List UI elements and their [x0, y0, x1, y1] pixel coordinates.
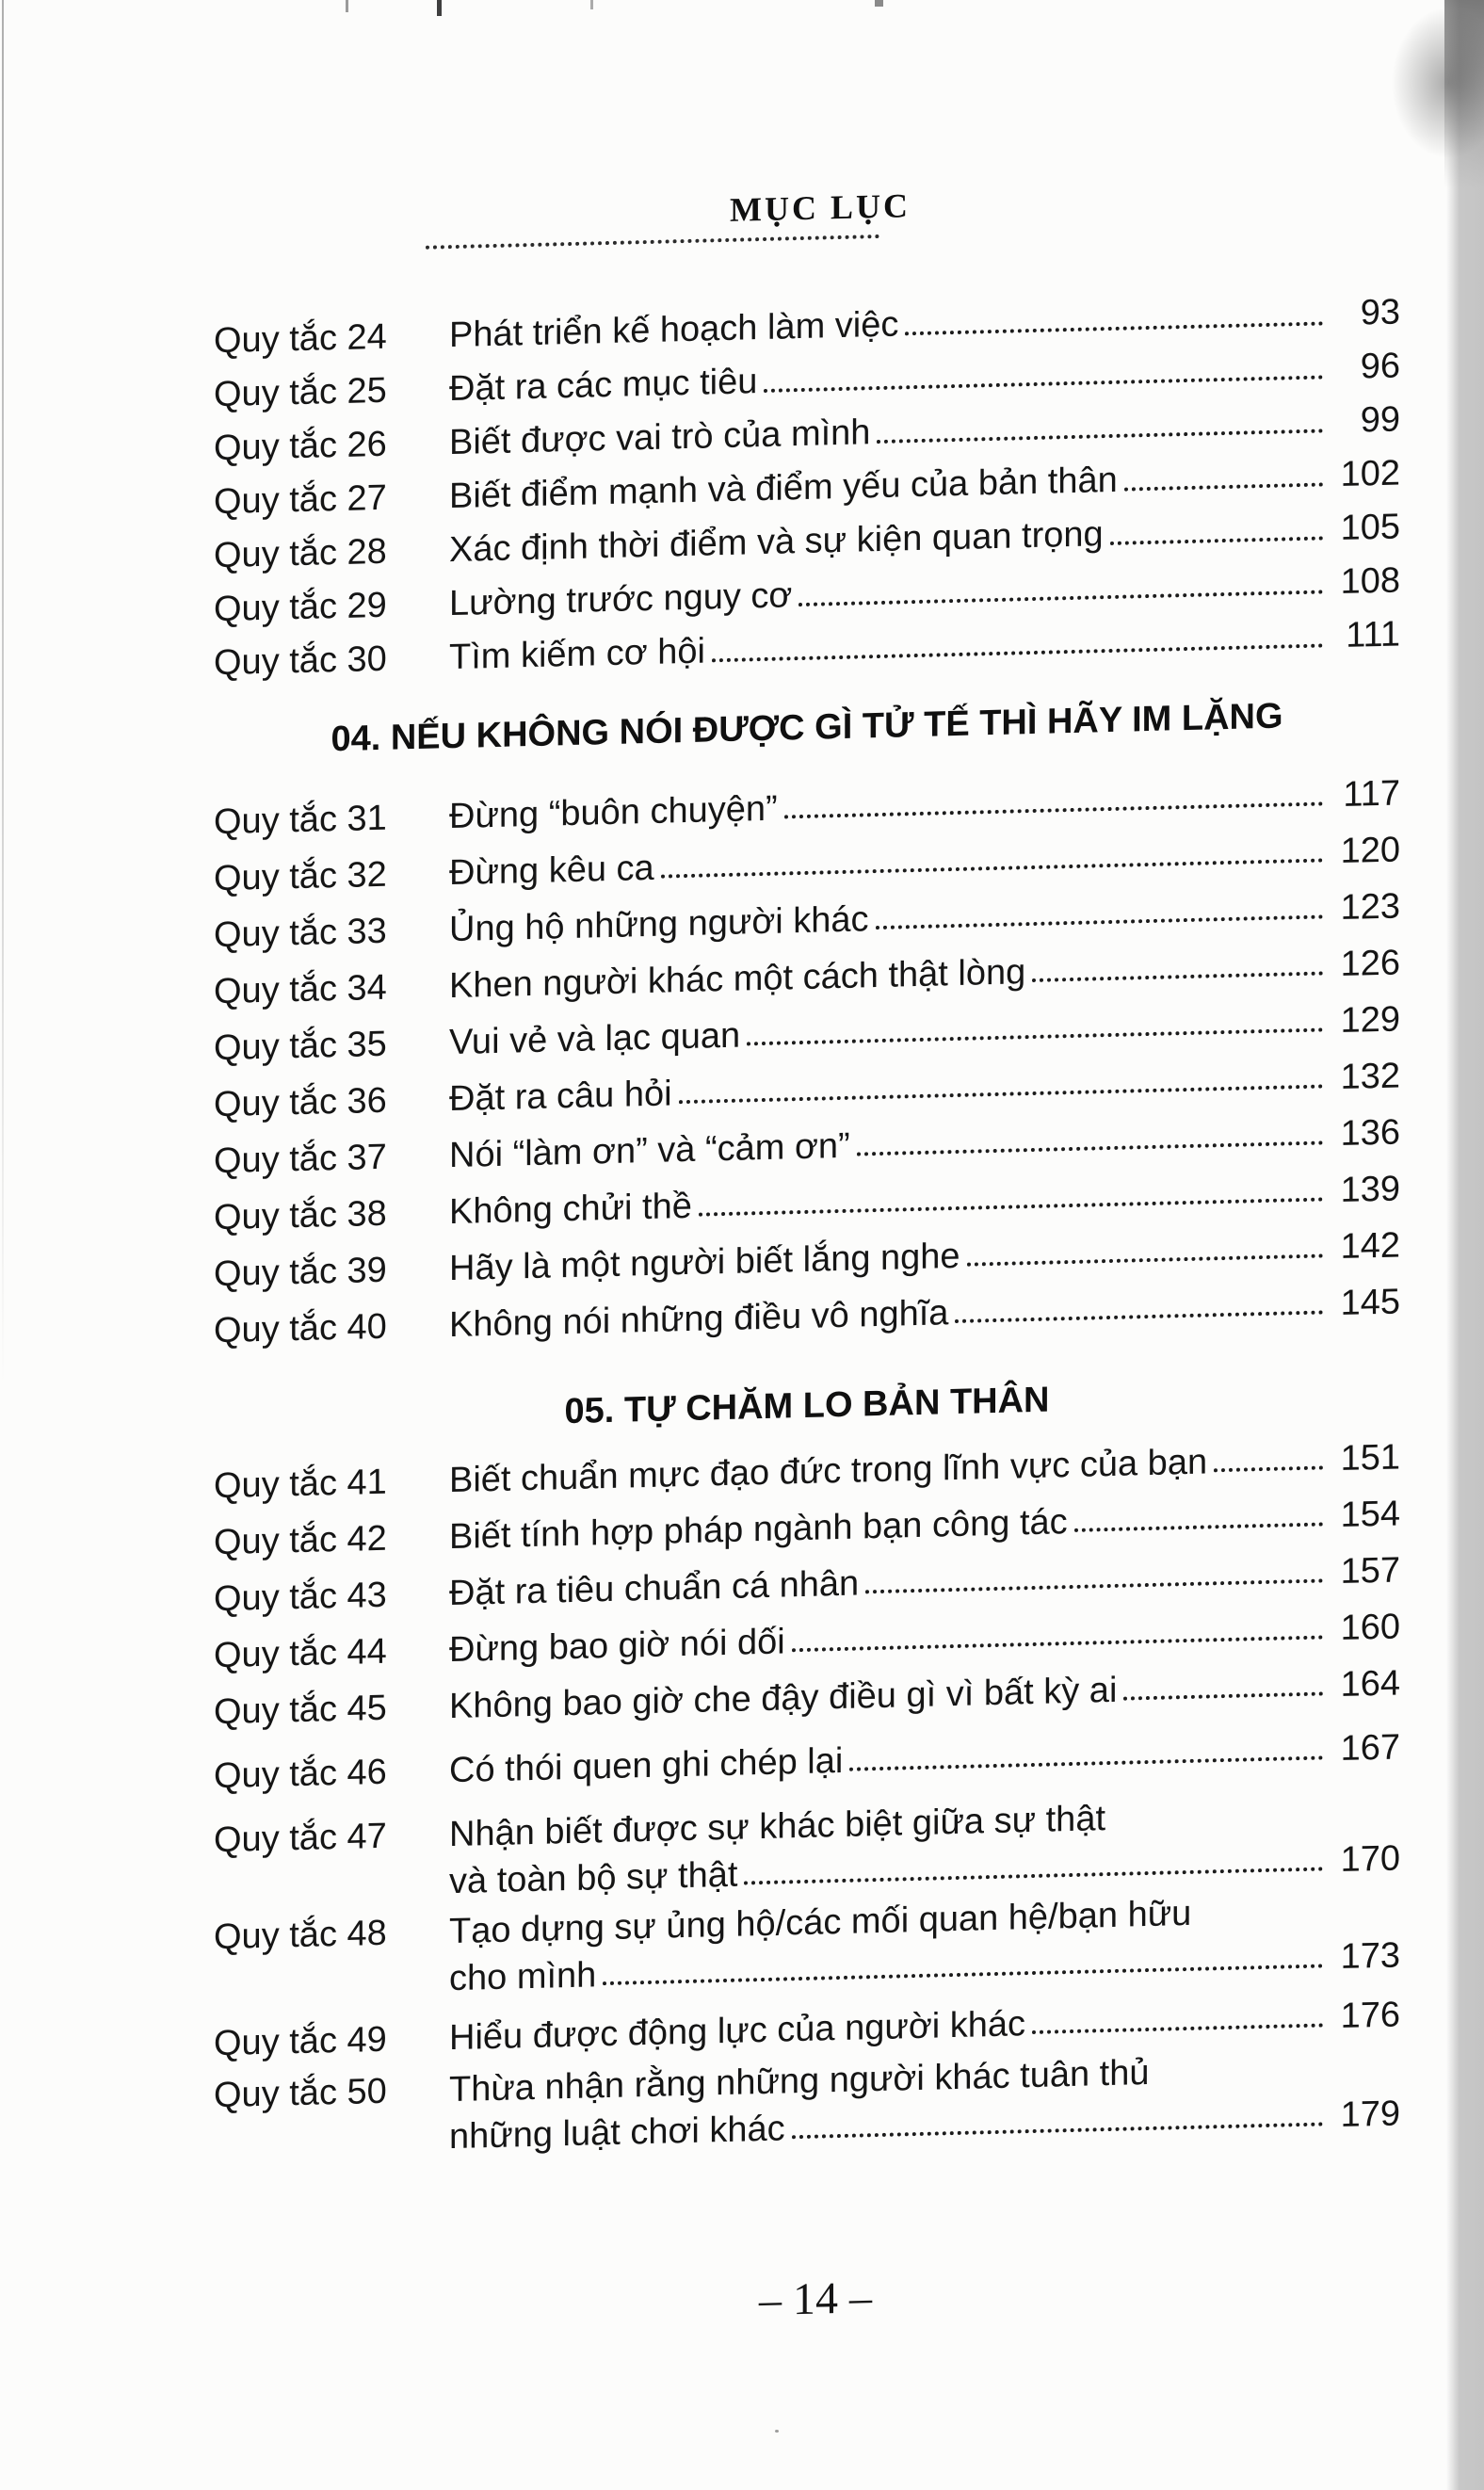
entry-title: Hãy là một người biết lắng nghe	[449, 1236, 960, 1289]
dot-leader	[1032, 971, 1323, 982]
entry-rule-label: Quy tắc 31	[214, 798, 387, 843]
entry-rule-label: Quy tắc 48	[214, 1913, 387, 1958]
dot-leader	[712, 643, 1323, 662]
entry-title: Biết điểm mạnh và điểm yếu của bản thân	[449, 460, 1118, 517]
scan-artifact-left-edge-line	[2, 0, 4, 1386]
entry-rule-label: Quy tắc 45	[214, 1688, 387, 1733]
entry-page-number: 96	[1360, 346, 1400, 387]
entry-title: Tìm kiếm cơ hội	[449, 631, 705, 678]
entry-page-number: 132	[1340, 1056, 1400, 1098]
entry-rule-label: Quy tắc 41	[214, 1462, 387, 1507]
entry-rule-label: Quy tắc 46	[214, 1752, 387, 1797]
entry-rule-label: Quy tắc 49	[214, 2019, 387, 2064]
dot-leader	[877, 428, 1323, 444]
entry-title: Thừa nhận rằng những người khác tuân thủ	[449, 2052, 1150, 2110]
entry-title: Đặt ra các mục tiêu	[449, 362, 758, 410]
dot-leader	[764, 375, 1323, 393]
entry-page-number: 105	[1340, 507, 1400, 549]
scan-artifact-right-edge-band	[1446, 0, 1484, 2490]
entry-title: Đừng kêu ca	[449, 848, 654, 894]
entry-page-number: 126	[1340, 943, 1400, 985]
entry-title: Đặt ra tiêu chuẩn cá nhân	[449, 1563, 860, 1614]
entry-rule-label: Quy tắc 36	[214, 1080, 387, 1125]
entry-page-number: 154	[1340, 1494, 1400, 1536]
entry-rule-label: Quy tắc 34	[214, 967, 387, 1012]
entry-title: Ủng hộ những người khác	[449, 899, 869, 950]
entry-title: Đặt ra câu hỏi	[449, 1074, 672, 1120]
entry-rule-label: Quy tắc 24	[214, 316, 387, 362]
entry-title: Không bao giờ che đậy điều gì vì bất kỳ ai	[449, 1670, 1118, 1727]
dot-leader	[679, 1084, 1323, 1104]
toc-sections	[0, 283, 1484, 2172]
entry-page-number: 167	[1340, 1727, 1400, 1770]
entry-title: Lường trước nguy cơ	[449, 575, 793, 624]
entry-rule-label: Quy tắc 29	[214, 585, 387, 630]
entry-page-number: 129	[1340, 999, 1400, 1042]
dot-leader	[1110, 536, 1323, 545]
dot-leader	[792, 1635, 1323, 1652]
toc-section	[214, 689, 1400, 1359]
entry-title: những luật chơi khác	[449, 2109, 785, 2158]
entry-page-number: 145	[1340, 1282, 1400, 1324]
entry-title: Phát triển kế hoạch làm việc	[449, 304, 899, 356]
dot-leader	[661, 858, 1323, 878]
dot-leader	[1214, 1465, 1323, 1472]
entry-rule-label: Quy tắc 35	[214, 1024, 387, 1069]
scan-mark-top-1	[346, 0, 348, 12]
toc-section	[214, 285, 1400, 690]
scan-mark-top-2	[437, 0, 442, 16]
entry-page-number: 102	[1340, 453, 1400, 495]
dot-leader	[798, 590, 1323, 606]
entry-title: Biết tính hợp pháp ngành bạn công tác	[449, 1502, 1068, 1558]
entry-page-number: 160	[1340, 1607, 1400, 1649]
entry-rule-label: Quy tắc 42	[214, 1518, 387, 1563]
entry-rule-label: Quy tắc 38	[214, 1193, 387, 1238]
dot-leader	[1032, 2023, 1323, 2034]
entry-title: Vui vẻ và lạc quan	[449, 1015, 741, 1063]
dot-leader	[849, 1755, 1323, 1770]
entry-rule-label: Quy tắc 30	[214, 639, 387, 684]
entry-rule-label: Quy tắc 27	[214, 477, 387, 523]
dot-leader	[784, 801, 1323, 818]
entry-title: và toàn bộ sự thật	[449, 1854, 738, 1902]
title-underline-dotted-rule	[426, 234, 879, 250]
entry-title: Xác định thời điểm và sự kiện quan trọng	[449, 514, 1104, 571]
entry-page-number: 142	[1340, 1225, 1400, 1268]
entry-title: cho mình	[449, 1955, 597, 1999]
entry-page-number: 93	[1360, 292, 1400, 333]
entry-page-number: 157	[1340, 1550, 1400, 1593]
entry-page-number: 164	[1340, 1663, 1400, 1706]
entry-rule-label: Quy tắc 44	[214, 1631, 387, 1676]
entry-title: Khen người khác một cách thật lòng	[449, 952, 1026, 1007]
section-heading: 04. NẾU KHÔNG NÓI ĐƯỢC GÌ TỬ TẾ THÌ HÃY IM LẶNG	[331, 696, 1283, 760]
entry-title: Đừng bao giờ nói dối	[449, 1622, 785, 1671]
toc-section	[214, 1367, 1400, 2166]
dot-leader	[905, 321, 1323, 335]
entry-rule-label: Quy tắc 32	[214, 854, 387, 899]
dot-leader	[792, 2122, 1323, 2139]
entry-title: Nhận biết được sự khác biệt giữa sự thật	[449, 1799, 1106, 1855]
entry-page-number: 139	[1340, 1169, 1400, 1211]
dot-leader	[955, 1310, 1323, 1323]
dot-leader	[1074, 1522, 1323, 1531]
dot-leader	[1123, 1691, 1323, 1700]
entry-page-number: 151	[1340, 1437, 1400, 1479]
dot-leader	[699, 1197, 1323, 1216]
scan-speck-bottom	[775, 2430, 779, 2433]
dot-leader	[876, 914, 1323, 930]
dot-leader	[603, 1964, 1323, 1985]
entry-page-number: 117	[1343, 773, 1400, 815]
entry-title: Nói “làm ơn” và “cảm ơn”	[449, 1125, 850, 1176]
entry-page-number: 99	[1360, 399, 1400, 441]
entry-title: Đừng “buôn chuyện”	[449, 788, 778, 837]
entry-title: Tạo dựng sự ủng hộ/các mối quan hệ/bạn hữu	[449, 1893, 1192, 1952]
page-number-footer: – 14 –	[759, 2272, 872, 2326]
entry-title: Không nói những điều vô nghĩa	[449, 1293, 949, 1346]
entry-rule-label: Quy tắc 40	[214, 1306, 387, 1351]
entry-page-number: 123	[1340, 886, 1400, 929]
dot-leader	[857, 1140, 1323, 1156]
entry-page-number: 173	[1340, 1935, 1400, 1978]
entry-page-number: 108	[1340, 560, 1400, 603]
entry-title: Hiểu được động lực của người khác	[449, 2004, 1026, 2059]
section-heading: 05. TỰ CHĂM LO BẢN THÂN	[564, 1380, 1050, 1432]
dot-leader	[1124, 482, 1323, 491]
page-title: MỤC LỤC	[730, 186, 911, 229]
scan-mark-top-3	[590, 0, 593, 9]
dot-leader	[967, 1253, 1323, 1266]
entry-page-number: 179	[1340, 2094, 1400, 2136]
entry-rule-label: Quy tắc 26	[214, 424, 387, 469]
entry-page-number: 136	[1340, 1112, 1400, 1155]
dot-leader	[865, 1578, 1323, 1593]
scan-mark-top-4	[875, 0, 883, 7]
entry-rule-label: Quy tắc 28	[214, 531, 387, 576]
dot-leader	[747, 1027, 1323, 1045]
entry-page-number: 176	[1340, 1995, 1400, 2037]
entry-rule-label: Quy tắc 39	[214, 1250, 387, 1295]
entry-page-number: 170	[1340, 1838, 1400, 1881]
dot-leader	[744, 1867, 1323, 1884]
entry-page-number: 111	[1346, 614, 1400, 655]
entry-title: Có thói quen ghi chép lại	[449, 1740, 844, 1791]
entry-rule-label: Quy tắc 50	[214, 2071, 387, 2116]
entry-title: Biết được vai trò của mình	[449, 412, 871, 463]
entry-rule-label: Quy tắc 37	[214, 1137, 387, 1182]
entry-title: Không chửi thề	[449, 1186, 692, 1233]
entry-rule-label: Quy tắc 25	[214, 370, 387, 415]
entry-title: Biết chuẩn mực đạo đức trong lĩnh vực của bạn	[449, 1442, 1208, 1501]
entry-page-number: 120	[1340, 830, 1400, 872]
entry-rule-label: Quy tắc 33	[214, 911, 387, 956]
entry-rule-label: Quy tắc 47	[214, 1816, 387, 1861]
entry-body	[449, 1884, 1400, 2002]
entry-rule-label: Quy tắc 43	[214, 1575, 387, 1620]
